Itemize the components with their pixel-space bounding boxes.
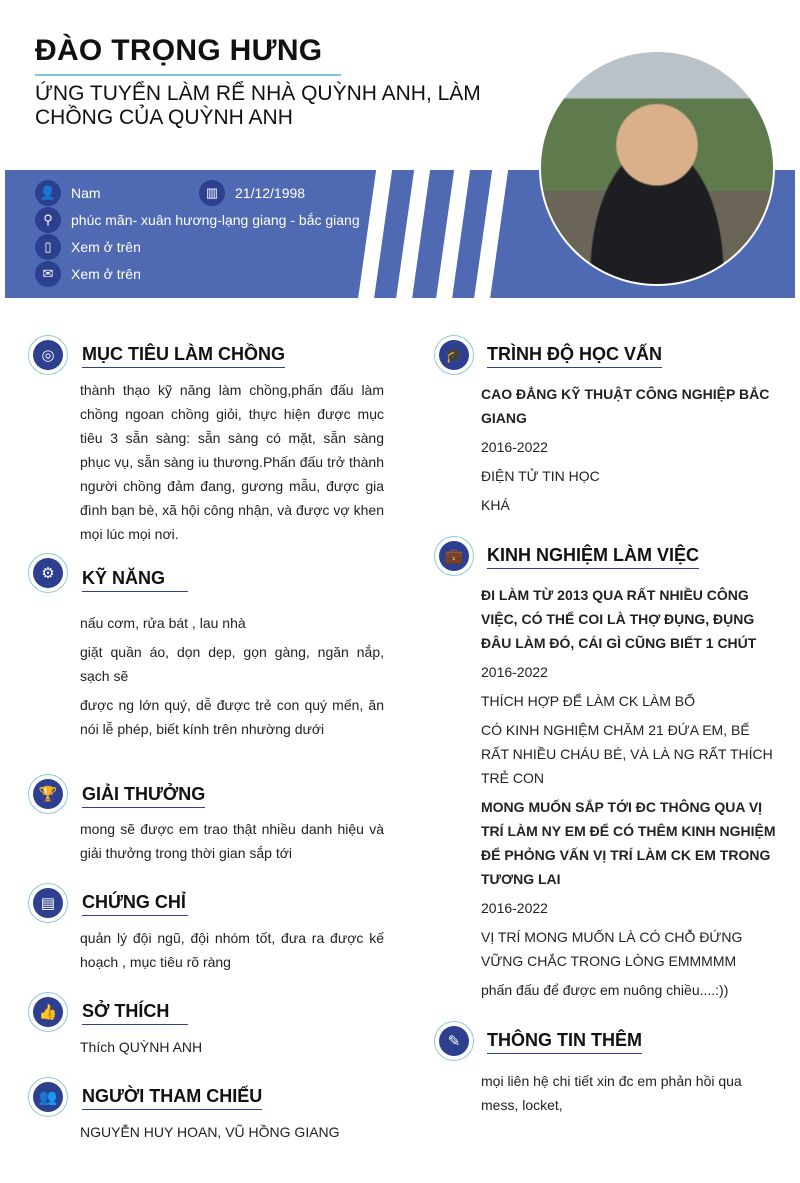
job-description: VỊ TRÍ MONG MUỐN LÀ CÓ CHỖ ĐỨNG VỮNG CHẮC TRONG LÒNG EMMMMM: [481, 929, 743, 969]
section-title-references: NGƯỜI THAM CHIẾU: [82, 1086, 262, 1110]
email-value: Xem ở trên: [71, 266, 141, 282]
gear-icon: ⚙: [28, 553, 68, 593]
job-description: THÍCH HỢP ĐỂ LÀM CK LÀM BỐ: [481, 693, 696, 709]
profile-photo: [539, 50, 775, 286]
trophy-icon: 🏆: [28, 774, 68, 814]
graduation-cap-icon: 🎓: [434, 335, 474, 375]
briefcase-icon: 💼: [434, 536, 474, 576]
thumbs-up-icon: 👍: [28, 992, 68, 1032]
gender-value: Nam: [71, 185, 101, 201]
awards-text: mong sẽ được em trao thật nhiều danh hiệu và giải thưởng trong thời gian sắp tới: [80, 821, 384, 861]
address-value: phúc mãn- xuân hương-lạng giang - bắc giang: [71, 212, 360, 228]
pencil-icon: ✎: [434, 1021, 474, 1061]
education-grade: KHÁ: [481, 497, 510, 513]
cake-icon: ▥: [199, 180, 225, 206]
job-title: MONG MUỐN SẮP TỚI ĐC THÔNG QUA VỊ TRÍ LÀM NY EM ĐỂ CÓ THÊM KINH NGHIỆM ĐỂ PHỎNG VẤN VỊ TRÍ LÀM CK EM TRONG TƯƠNG LAI: [481, 799, 776, 887]
section-title-extra: THÔNG TIN THÊM: [487, 1030, 642, 1054]
skill-item: nấu cơm, rửa bát , lau nhà: [80, 615, 246, 631]
skills-list: [80, 611, 384, 746]
phone-icon: ▯: [35, 234, 61, 260]
info-gender: [35, 180, 101, 206]
decor-stripe: [434, 170, 471, 298]
birthday-value: 21/12/1998: [235, 185, 306, 201]
job-description: phấn đấu để được em nuông chiều....:)): [481, 982, 729, 998]
job-description: CÓ KINH NGHIỆM CHĂM 21 ĐỨA EM, BẾ RẤT NHIỀU CHÁU BÉ, VÀ LÀ NG RẤT THÍCH TRẺ CON: [481, 722, 773, 786]
references-text: NGUYỄN HUY HOAN, VŨ HỒNG GIANG: [80, 1124, 340, 1140]
candidate-name: ĐÀO TRỌNG HƯNG: [35, 34, 323, 67]
education-period: 2016-2022: [481, 439, 548, 455]
name-underline: [35, 74, 341, 76]
experience-details: [481, 583, 776, 1007]
section-title-education: TRÌNH ĐỘ HỌC VẤN: [487, 344, 662, 368]
candidate-objective-title: ỨNG TUYỂN LÀM RỂ NHÀ QUỲNH ANH, LÀM CHỒNG CỦA QUỲNH ANH: [35, 82, 481, 129]
section-title-experience: KINH NGHIỆM LÀM VIỆC: [487, 545, 699, 569]
job-period: 2016-2022: [481, 900, 548, 916]
section-title-hobbies: SỞ THÍCH: [82, 1001, 188, 1025]
decor-stripe: [356, 170, 393, 298]
certificate-icon: ▤: [28, 883, 68, 923]
phone-value: Xem ở trên: [71, 239, 141, 255]
job-period: 2016-2022: [481, 664, 548, 680]
hobbies-text: Thích QUỲNH ANH: [80, 1039, 203, 1055]
education-major: ĐIỆN TỬ TIN HỌC: [481, 468, 600, 484]
people-icon: 👥: [28, 1077, 68, 1117]
certificates-text: quản lý đội ngũ, đội nhóm tốt, đưa ra được kế hoạch , mục tiêu rõ ràng: [80, 930, 384, 970]
extra-text: mọi liên hệ chi tiết xin đc em phản hồi qua mess, locket,: [481, 1073, 742, 1113]
user-icon: 👤: [35, 180, 61, 206]
section-title-skills: KỸ NĂNG: [82, 568, 188, 592]
email-icon: ✉: [35, 261, 61, 287]
info-address: [35, 207, 360, 233]
education-details: [481, 382, 776, 522]
info-email: [35, 261, 141, 287]
section-title-certificates: CHỨNG CHỈ: [82, 892, 188, 916]
location-pin-icon: ⚲: [35, 207, 61, 233]
skill-item: được ng lớn quý, dễ được trẻ con quý mến, ăn nói lễ phép, biết kính trên nhường dưới: [80, 697, 384, 737]
skill-item: giặt quần áo, dọn dẹp, gọn gàng, ngăn nắp, sạch sẽ: [80, 644, 384, 684]
section-title-objective: MỤC TIÊU LÀM CHỒNG: [82, 344, 285, 368]
info-birthday: [199, 180, 305, 206]
job-title: ĐI LÀM TỪ 2013 QUA RẤT NHIỀU CÔNG VIỆC, CÓ THỂ COI LÀ THỢ ĐỤNG, ĐỤNG ĐÂU LÀM ĐÓ, CÁI GÌ CŨNG BIẾT 1 CHÚT: [481, 587, 757, 651]
decor-stripe: [394, 170, 431, 298]
objective-text: thành thạo kỹ năng làm chồng,phấn đấu làm chồng ngoan chồng giỏi, thực hiện được mục tiêu 3 sẵn sàng: sẵn sàng có mặt, sẵn sàng phục vụ, sẵn sàng iu thương.Phấn đấu trở thành người chồng đảm đang, gương mẫu, được gia đình bạn bè, xã hội công nhận, và được vợ khen mọi lúc mọi nơi.: [80, 382, 384, 542]
decor-stripe: [472, 170, 509, 298]
school-name: CAO ĐẲNG KỸ THUẬT CÔNG NGHIỆP BẮC GIANG: [481, 386, 770, 426]
section-title-awards: GIẢI THƯỞNG: [82, 784, 205, 808]
target-icon: ◎: [28, 335, 68, 375]
info-phone: [35, 234, 141, 260]
